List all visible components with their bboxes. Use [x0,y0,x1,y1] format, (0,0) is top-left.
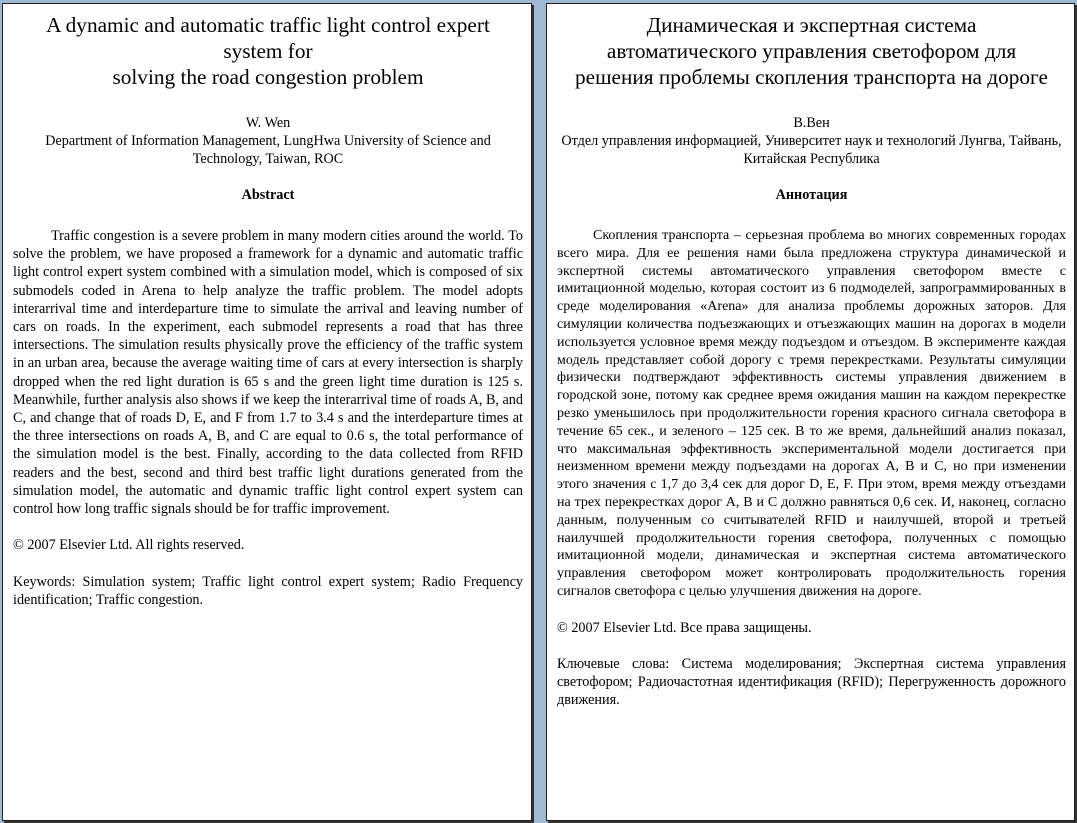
author-name: W. Wen [245,115,291,131]
abstract-heading: Abstract [241,187,295,203]
title-line: автоматического управления светофором для [606,39,1017,63]
title-line: solving the road congestion problem [112,65,424,89]
keywords: Ключевые слова: Система моделирования; Экспертная система управления светофором; Радиочастотная идентификация (RFID); Перегруженность дорожного движения. [557,655,1066,709]
abstract-text: Traffic congestion is a severe problem in many modern cities around the world. To solve the problem, we have proposed a framework for a dynamic and automatic traffic light control expert system combined with a simulation model, which is composed of six submodels coded in Arena to help analyze the traffic problem. The model adopts interarrival time and interdeparture time to simulate the arrival and leaving number of cars on roads. In the experiment, each submodel represents a road that has three intersections. The simulation results physically prove the efficiency of the traffic system in an urban area, because the average waiting time of cars at every intersection is sharply dropped when the red light duration is 65 s and the green light time duration is 125 s. Meanwhile, further analysis also shows if we keep the interarrival time of roads A, B, and C, and change that of roads D, E, and F from 1.7 to 3.4 s and the interdeparture times at the three intersections on roads A, B, and C are equal to 0.6 s, the total performance of the simulation model is the best. Finally, according to the data collected from RFID readers and the best, second and third best traffic light durations generated from the simulation model, the automatic and dynamic traffic light control expert system can control how long traffic signals should be for traffic improvement. [13,228,523,518]
copyright-notice: © 2007 Elsevier Ltd. Все права защищены. [557,619,812,636]
paper-title [557,12,1066,90]
title-line: system for [223,39,313,63]
abstract-heading: Аннотация [775,187,848,203]
author-name: В.Вен [793,115,830,131]
english-page [2,3,532,821]
keywords: Keywords: Simulation system; Traffic light control expert system; Radio Frequency identification; Traffic congestion. [13,574,523,609]
title-line: Динамическая и экспертная система [646,13,977,37]
title-line: решения проблемы скопления транспорта на дороге [575,65,1048,89]
abstract-text: Скопления транспорта – серьезная проблема во многих современных городах всего мира. Для ее решения нами была предложена структура динамической и экспертной системы автоматического управления светофором вместе с имитационной моделью, которая состоит из 6 подмоделей, запрограммированных в среде моделирования «Arena» для анализа проблемы дорожных заторов. Для симуляции количества подъезжающих и отъезжающих машин на дорогах в модели используется условное время между подъездом и отъездом. В эксперименте каждая модель представляет собой дорогу с тремя перекрестками. Результаты симуляции физически подтверждают эффективность системы управления движением в городской зоне, потому как среднее время ожидания машин на каждом перекрестке резко уменьшилось при продолжительности горения красного сигнала светофора в течение 65 сек., и зеленого – 125 сек. В то же время, дальнейший анализ показал, что максимальная эффективность экспериментальной модели достигается при неизменном времени между подъездами на дорогах А, В и С, но при изменении этого значения с 1,7 до 3,4 сек для дорог D, E, F. При этом, время между отъездами на трех перекрестках дорог А, В и С должно равняться 0,6 сек. И, наконец, согласно данным, полученным со считывателей RFID и наилучшей, второй и третьей наилучшей продолжительности горения светофора, полученных с помощью имитационной модели, динамическая и экспертная система автоматического управления светофором может контролировать продолжительность горения сигналов светофора с целью улучшения движения на дороге. [557,228,1066,599]
paper-title [13,12,523,90]
russian-page [546,3,1075,821]
title-line: A dynamic and automatic traffic light control expert [46,13,490,37]
author-affiliation: Department of Information Management, LungHwa University of Science and Technology, Taiwan, ROC [45,133,491,167]
copyright-notice: © 2007 Elsevier Ltd. All rights reserved. [13,537,245,554]
author-affiliation: Отдел управления информацией, Университет наук и технологий Лунгва, Тайвань, Китайская Республика [561,133,1062,167]
